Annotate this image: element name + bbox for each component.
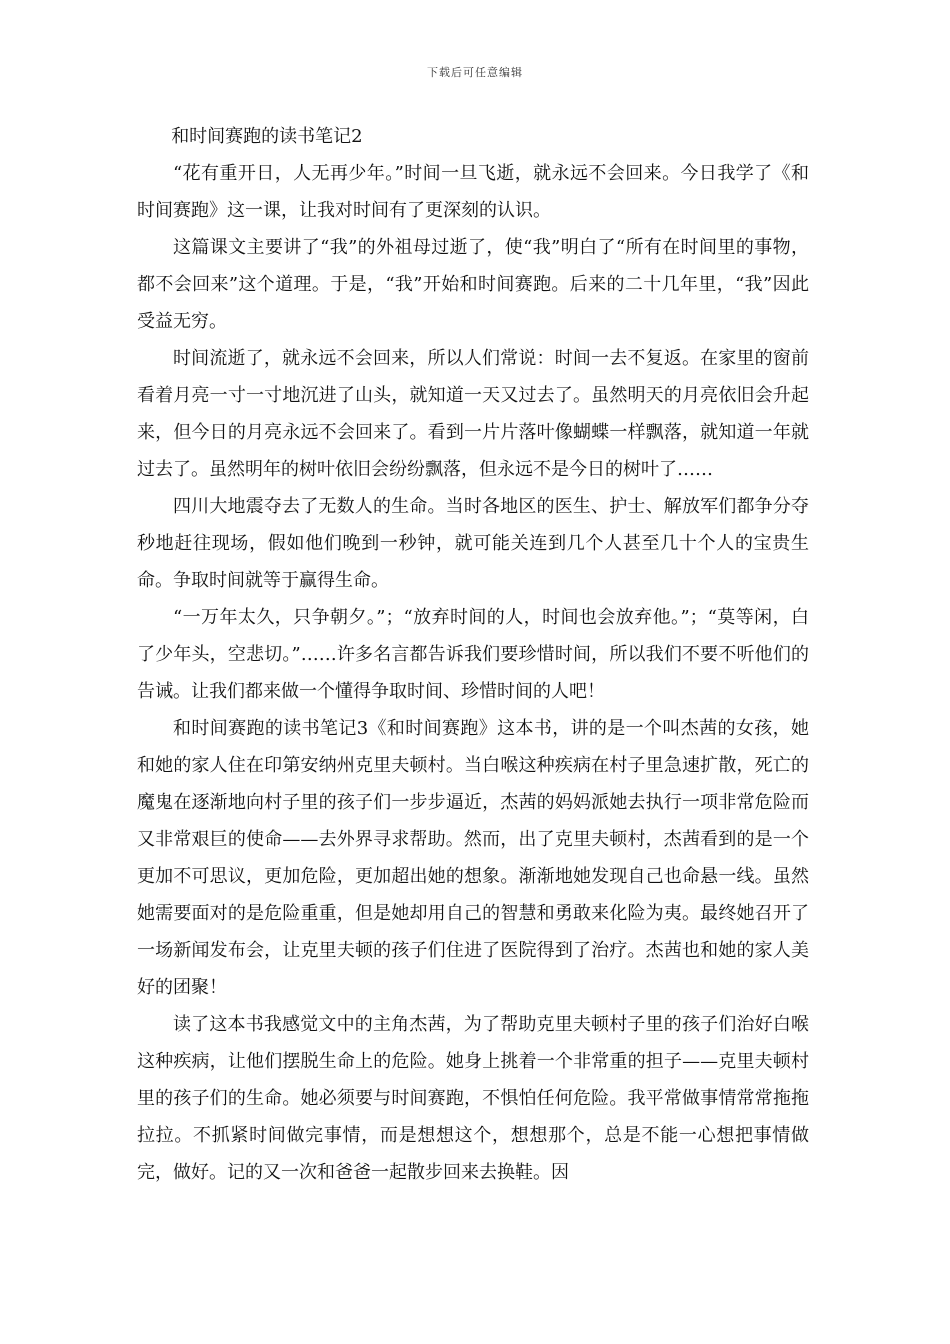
paragraph-6: 和时间赛跑的读书笔记3《和时间赛跑》这本书，讲的是一个叫杰茜的女孩，她和她的家人住在印第安纳州克里夫顿村。当白喉这种疾病在村子里急速扩散，死亡的魔鬼在逐渐地向村子里的孩子们一步步逼近，杰茜的妈妈派她去执行一项非常危险而又非常艰巨的使命——去外界寻求帮助。然而，出了克里夫顿村，杰茜看到的是一个更加不可思议，更加危险，更加超出她的想象。渐渐地她发现自己也命悬一线。虽然她需要面对的是危险重重，但是她却用自己的智慧和勇敢来化险为夷。最终她召开了一场新闻发布会，让克里夫顿的孩子们住进了医院得到了治疗。杰茜也和她的家人美好的团聚！ [137,718,809,998]
paragraph-3: 时间流逝了，就永远不会回来，所以人们常说：时间一去不复返。在家里的窗前看着月亮一寸一寸地沉进了山头，就知道一天又过去了。虽然明天的月亮依旧会升起来，但今日的月亮永远不会回来了。看到一片片落叶像蝴蝶一样飘落，就知道一年就过去了。虽然明年的树叶依旧会纷纷飘落，但永远不是今日的树叶了…… [137,348,809,480]
paragraph-7: 读了这本书我感觉文中的主角杰茜，为了帮助克里夫顿村子里的孩子们治好白喉这种疾病，让他们摆脱生命上的危险。她身上挑着一个非常重的担子——克里夫顿村里的孩子们的生命。她必须要与时间赛跑，不惧怕任何危险。我平常做事情常常拖拖拉拉。不抓紧时间做完事情，而是想想这个，想想那个，总是不能一心想把事情做完，做好。记的又一次和爸爸一起散步回来去换鞋。因 [137,1014,809,1183]
paragraph-5: “一万年太久，只争朝夕。”；“放弃时间的人，时间也会放弃他。”；“莫等闲，白了少年头，空悲切。”……许多名言都告诉我们要珍惜时间，所以我们不要不听他们的告诫。让我们都来做一个懂得争取时间、珍惜时间的人吧！ [137,607,809,702]
paragraph-1: “花有重开日，人无再少年。”时间一旦飞逝，就永远不会回来。今日我学了《和时间赛跑》这一课，让我对时间有了更深刻的认识。 [137,163,809,221]
paragraph-4: 四川大地震夺去了无数人的生命。当时各地区的医生、护士、解放军们都争分夺秒地赶往现场，假如他们晚到一秒钟，就可能关连到几个人甚至几十个人的宝贵生命。争取时间就等于赢得生命。 [137,496,809,591]
paragraph-2: 这篇课文主要讲了“我”的外祖母过逝了，使“我”明白了“所有在时间里的事物，都不会回来”这个道理。于是，“我”开始和时间赛跑。后来的二十几年里，“我”因此受益无穷。 [137,237,809,332]
page-header: 下载后可任意编辑 [427,66,523,79]
document-body [137,118,809,1191]
document-title: 和时间赛跑的读书笔记2 [171,126,363,147]
